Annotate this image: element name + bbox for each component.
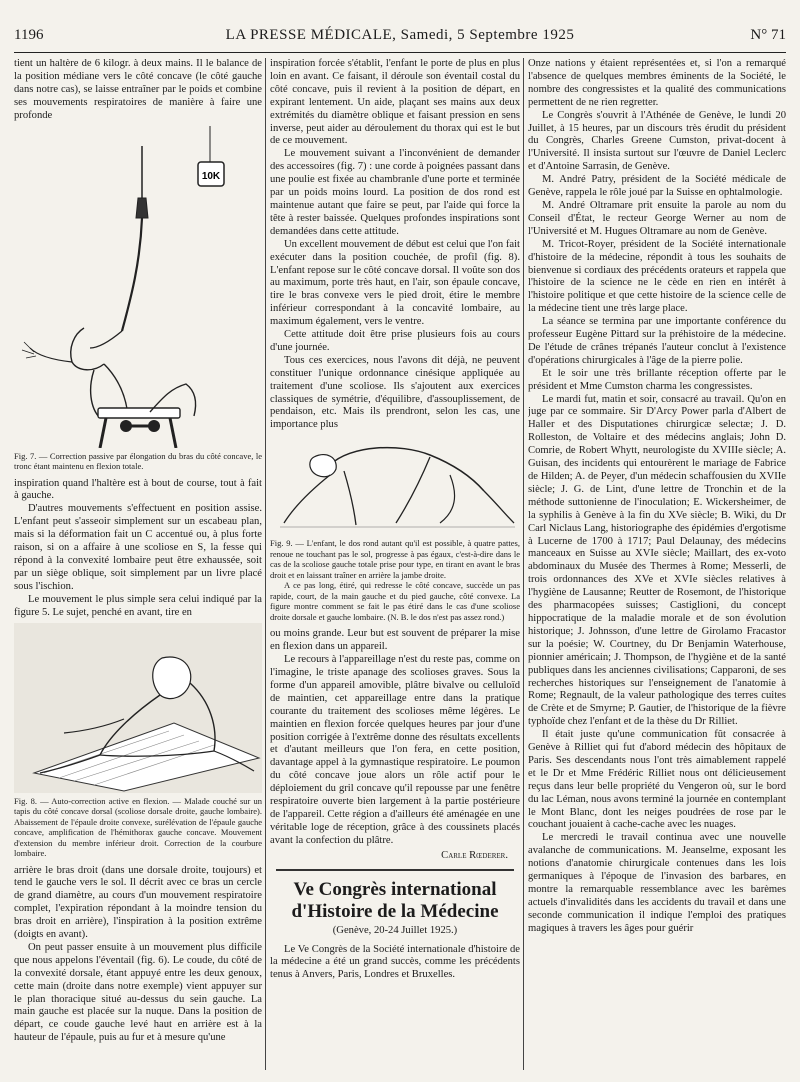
article-separator	[276, 869, 514, 871]
paragraph: Onze nations y étaient représentées et, si l'on a remarqué l'absence de quelques membres éminents de la Société, le nombre des congressistes et la qualité des communications permettent de ne rien regretter.	[528, 58, 786, 108]
article-title: Ve Congrès international	[293, 878, 497, 900]
article-title-line2: d'Histoire de la Médecine	[291, 900, 499, 922]
figure-8-illustration	[14, 623, 262, 793]
paragraph: Le mouvement suivant a l'inconvénient de demander des accessoires (fig. 7) : une corde à poignées passant dans une poulie est fixée au chambranle d'une porte et terminée par un poids moins lourd. La position de dos rond est maintenue autant que faire se peut, par l'aide qui force la tête à rester baissée. Quelques profondes inspirations sont demandées dans cette attitude.	[270, 148, 520, 237]
figure-7-illustration	[14, 126, 262, 448]
page-header	[14, 27, 786, 49]
paragraph: La séance se termina par une importante conférence du professeur Eugène Pittard sur la préhistoire de la médecine. De l'étude de crânes trépanés l'auteur conclut à l'existence d'opérations chirurgicales à l'âge de la pierre polie.	[528, 316, 786, 366]
column-divider	[523, 58, 524, 1070]
paragraph: M. André Patry, président de la Société médicale de Genève, rappela le rôle joué par la Suisse en ophtalmologie.	[528, 174, 786, 199]
figure-9-caption-note: A ce pas long, étiré, qui redresse le côté concave, succède un pas rapide, court, de la main gauche et du pied gauche, côté convexe. La figure montre comment se fait le pas étiré dans le cas d'une scoliose droite dorsale et gauche lombaire. (N. B. le dos n'est pas assez rond.)	[270, 580, 520, 622]
figure-9-illustration	[270, 435, 520, 535]
paragraph: Le Congrès s'ouvrit à l'Athénée de Genève, le lundi 20 Juillet, à 15 heures, par un discours très érudit du président du Congrès, Charles Greene Cumston, privat-docent à l'Université. Il insista surtout sur l'œuvre de Daniel Leclerc et d'Antoine Sarrasin, de Genève.	[528, 109, 786, 173]
page-number: 1196	[14, 27, 44, 43]
paragraph: Il était juste qu'une communication fût consacrée à Genève à Rilliet qui fut d'abord médecin des hôpitaux de Paris. Ses descendants nous l'ont très aimablement rappelé et le Dr et Mme Frédéric Rilliet nous ont délicieusement reçus dans leur belle propriété du Vengeron où, sur le bord du lac Léman, nous avons terminé la journée en contemplant le Mont Blanc, dont les neiges poudrées de rose par le couchant jouaient à cache-cache avec les nuages.	[528, 729, 786, 831]
column-2	[270, 58, 520, 1073]
issue-number: N° 71	[750, 27, 786, 43]
paragraph: Le recours à l'appareillage n'est du reste pas, comme on l'imagine, le triste apanage des scolioses graves. Sous la forme d'un appareil amovible, plâtre bivalve ou celluloïd de maintien, cet appareillage entre dans la pratique courante du traitement des scolioses même légères. Le maintien en flexion forcée quelques heures par jour d'une position corrigée à l'extrême donne des résultats excellents et d'autant meilleurs que l'on fera, en cette position, davantage appel à la gymnastique respiratoire. Le poumon du côté concave joue alors un rôle actif pour le déploiement du gril concave qu'il repousse par une fenêtre respiratoire ouverte bien largement à la partie postérieure de l'appareil. Cette région a d'ailleurs été aménagée en une véritable loge de réception, grâce à des coussinets placés avant la confection du plâtre.	[270, 654, 520, 846]
paragraph: On peut passer ensuite à un mouvement plus difficile que nous appelons l'éventail (fig. 6). Le coude, du côté de la convexité dorsale, étant appuyé entre les deux genoux, cette main (droite dans notre exemple) vient appuyer sur le plan thoracique situé au-dessus du sein gauche. La main gauche est placée sur la nuque. Dans la position de départ, ce coude gauche levé haut en arrière est à la hauteur de l'épaule, puis au fur et à mesure qu'une	[14, 941, 262, 1044]
paragraph: tient un haltère de 6 kilogr. à deux mains. Il le balance de la position médiane vers le côté concave (le côté gauche dans notre cas), se laisse entraîner par le poids et combine ses mouvements respiratoires de manière à faire une profonde	[14, 58, 262, 121]
paragraph: Le mardi fut, matin et soir, consacré au travail. Qu'on en juge par ce sommaire. Sir D'Arcy Power parla d'Albert de Haller et des Disputationes chirurgicæ selectæ; J. D. Rolleston, de Voltaire et des médecins anglais; John D. Comrie, de Robert Whytt, neurologiste du XVIIIe siècle; A. Guisan, des incidents qui entourèrent le mariage de Fabrice de Hilden; A. de Peyer, d'un médecin schaffousien du XVIIe siècle; J. G. de Lint, d'une lettre de Tronchin et de la méthode suttonienne de l'inoculation; E. Wickersheimer, de la syphilis à Genève à la fin du XVe siècle; B. Wiki, du Dr Carl Niclaus Lang, historiographe des épidémies d'ergotisme à Lucerne de 1700 à 1717; Paul Delaunay, des médecins manceaux en Suisse au XVIe siècle; Maillart, des ex-voto abdominaux du Musée des Thermes à Rome; Messerli, de trois ordonnances des XVe et XVIe siècles relatives à l'hygiène de Lausanne; Reutter de Rosemont, de l'historique des pharmacopées suisses; Castiglioni, du concept hippocratique de la maladie morale et de son évolution historique; J. Johnsson, d'une lettre de Girolamo Fracastor sur la poésie; W. Courtney, du Dr Benjamin Waterhouse, pionnier américain; J. Thompson, de l'hygiène et de la santé publiques dans les anciennes civilisations; Capparoni, de ses recherches historiques sur l'enseignement de l'anatomie à Rome; Regnault, de la valeur pathologique des terres cuites de Crète et de Smyrne; P. Gautier, de l'historique de la fièvre typhoïde chez l'enfant et de la thèse du Dr Rilliet.	[528, 393, 786, 728]
paragraph: inspiration quand l'haltère est à bout de course, tout à fait à gauche.	[14, 477, 262, 502]
figure-7-caption: Fig. 7. — Correction passive par élongation du bras du côté concave, le tronc étant maintenu en flexion totale.	[14, 450, 262, 472]
paragraph: arrière le bras droit (dans une dorsale droite, toujours) et tend le gauche vers le sol. Il décrit avec ce bras un cercle de grand diamètre, au cours d'un mouvement respiratoire complet, l'expiration répondant à la moindre tension du bras droit en arrière), l'inspiration à la position extrême (doigts en avant).	[14, 864, 262, 941]
paragraph: ou moins grande. Leur but est souvent de préparer la mise en flexion dans un appareil.	[270, 628, 520, 653]
paragraph: D'autres mouvements s'effectuent en position assise. L'enfant peut s'asseoir simplement sur un escabeau plan, mais si la déformation fait un C accentué ou, à plus forte raison, si on a affaire à une scoliose en S, la fesse qui répond à la convexité lombaire peut être exhaussée, soit par un siège oblique, soit simplement par un livre placé sous l'ischion.	[14, 503, 262, 592]
paragraph: Le mouvement le plus simple sera celui indiqué par la figure 5. Le sujet, penché en avant, tire en	[14, 593, 262, 618]
figure-9-caption: Fig. 9. — L'enfant, le dos rond autant qu'il est possible, à quatre pattes, renoue ne touchant pas le sol, progresse à pas égaux, c'est-à-dire dans le cas de la scoliose gauche totale prise pour type, en tirant en avant le bras droit et en laissant traîner en arrière la jambe droite.	[270, 538, 520, 580]
header-rule	[14, 52, 786, 53]
paragraph: Et le soir une très brillante réception offerte par le président et Mme Cumston charma les congressistes.	[528, 367, 786, 392]
paragraph: M. André Oltramare prit ensuite la parole au nom du Conseil d'État, le recteur George Werner au nom de l'Université et M. Hugues Oltramare au nom de Genève.	[528, 199, 786, 237]
column-1	[14, 58, 262, 1073]
paragraph: M. Tricot-Royer, président de la Société internationale d'histoire de la médecine, répondit à tous les souhaits de bienvenue si cordiaux des précédents orateurs et rappela que l'histoire de la science ne le cède en rien en intérêt à l'histoire politique et que cette histoire de la science celle de la médecine tient une très large place.	[528, 238, 786, 315]
figure-8-caption: Fig. 8. — Auto-correction active en flexion. — Malade couché sur un tapis du côté concave dorsal (scoliose dorsale droite, gauche lombaire). Abaissement de l'épaule droite convexe, surélévation de l'épaule gauche concave, amplification de l'hémithorax gauche concave. Mouvement d'extension du membre inférieur droit. Correction de la courbure lombaire.	[14, 795, 262, 858]
article-author: Carle Rœderer.	[441, 849, 508, 861]
weight-label: 10K	[201, 170, 221, 182]
running-title: LA PRESSE MÉDICALE, Samedi, 5 Septembre 1925	[225, 27, 575, 43]
paragraph: Le Ve Congrès de la Société internationale d'histoire de la médecine a été un grand succès, comme les précédents tenus à Anvers, Paris, Londres et Bruxelles.	[270, 943, 520, 981]
paragraph: Cette attitude doit être prise plusieurs fois au cours d'une journée.	[270, 329, 520, 353]
paragraph: Un excellent mouvement de début est celui que l'on fait exécuter dans la position couchée, de profil (fig. 8). L'enfant repose sur le côté concave dorsal. Il voûte son dos au maximum, porte très haut, en l'air, son épaule concave, tire le bras convexe vers le pied droit, étire le membre inférieur correspondant à la concavité lombaire, au maximum également, vers le ventre.	[270, 238, 520, 328]
column-3	[528, 58, 786, 1073]
column-divider	[265, 58, 266, 1070]
paragraph: inspiration forcée s'établit, l'enfant le porte de plus en plus loin en avant. Ce faisant, il déroule son éventail costal du côté concave, puis il revient à la position de départ, en expirant lentement. Un aide, plaçant ses mains aux deux extrémités du diamètre oblique et faisant pression en sens inverse, peut aider au déroulement du thorax qui est le but de ce mouvement.	[270, 58, 520, 147]
paragraph: Le mercredi le travail continua avec une nouvelle avalanche de communications. M. Jeanselme, exposant les notions d'anatomie chirurgicale contenues dans les lois germaniques à l'époque de l'invasion des barbares, en montre la remarquable ressemblance avec les barèmes actuels d'invalidités dans les accidents du travail et dans une seconde communication il indique l'emploi des pratiques magiques à travers les âges pour guérir	[528, 832, 786, 934]
article-dateline: (Genève, 20-24 Juillet 1925.)	[332, 924, 458, 936]
paragraph: Tous ces exercices, nous l'avons dit déjà, ne peuvent constituer l'unique ordonnance cinésique appliquée au traitement d'une scoliose. Ils s'ajoutent aux exercices classiques de symétrie, d'équilibre, d'assouplissement, de pendaison, etc. Mais ils prendront, selon les cas, une importance plus	[270, 354, 520, 431]
